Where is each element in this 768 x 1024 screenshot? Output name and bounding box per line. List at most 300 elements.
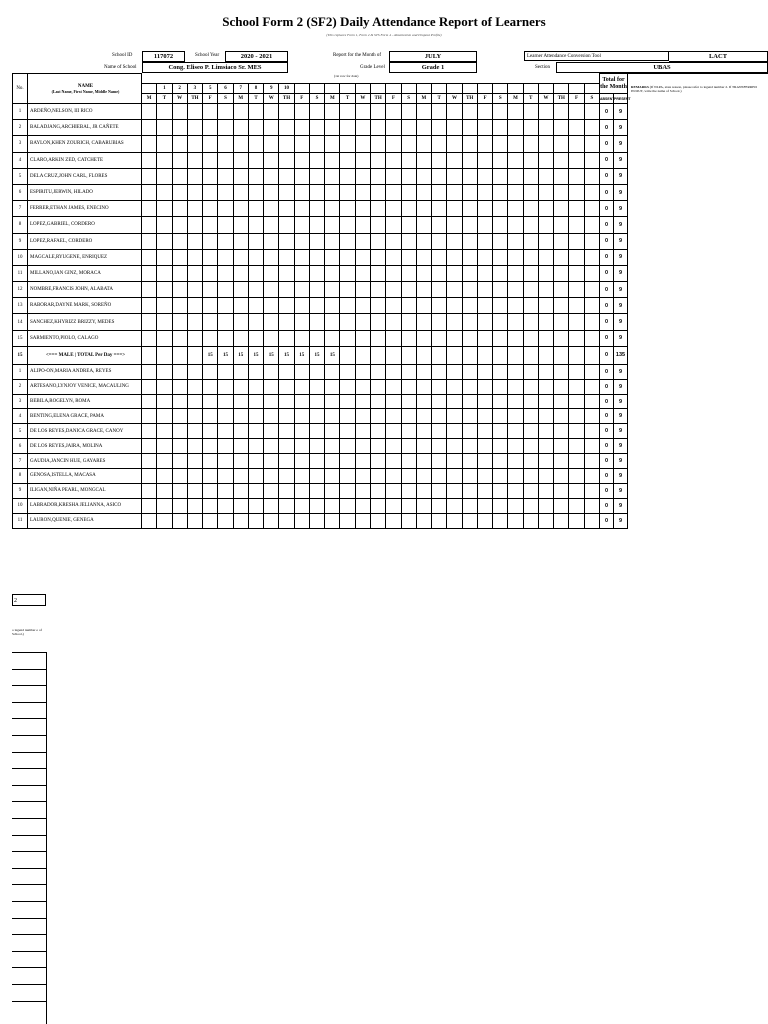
attendance-cell[interactable] (355, 394, 370, 409)
attendance-cell[interactable] (264, 439, 279, 454)
attendance-cell[interactable] (279, 201, 294, 217)
attendance-cell[interactable] (432, 233, 447, 249)
attendance-cell[interactable] (493, 409, 508, 424)
attendance-cell[interactable] (538, 201, 553, 217)
attendance-cell[interactable] (508, 469, 523, 484)
attendance-cell[interactable] (325, 249, 340, 265)
attendance-cell[interactable] (584, 498, 599, 513)
attendance-cell[interactable] (569, 364, 584, 379)
attendance-cell[interactable] (309, 233, 324, 249)
attendance-cell[interactable] (157, 104, 172, 120)
attendance-cell[interactable] (447, 152, 462, 168)
attendance-cell[interactable] (203, 439, 218, 454)
attendance-cell[interactable] (187, 217, 202, 233)
attendance-cell[interactable] (142, 282, 157, 298)
attendance-cell[interactable] (157, 469, 172, 484)
attendance-cell[interactable] (447, 364, 462, 379)
attendance-cell[interactable] (309, 184, 324, 200)
attendance-cell[interactable] (355, 379, 370, 394)
attendance-cell[interactable] (386, 201, 401, 217)
attendance-cell[interactable] (142, 298, 157, 314)
attendance-cell[interactable] (538, 184, 553, 200)
attendance-cell[interactable] (172, 184, 187, 200)
attendance-cell[interactable] (432, 394, 447, 409)
attendance-cell[interactable] (554, 454, 569, 469)
attendance-cell[interactable] (157, 483, 172, 498)
attendance-cell[interactable] (218, 498, 233, 513)
learner-name[interactable]: RABORAR,DAYNE MARK, SOREÑO (28, 298, 142, 314)
attendance-cell[interactable] (172, 498, 187, 513)
attendance-cell[interactable] (340, 249, 355, 265)
attendance-cell[interactable] (584, 379, 599, 394)
attendance-cell[interactable] (432, 314, 447, 330)
attendance-cell[interactable] (340, 136, 355, 152)
attendance-cell[interactable] (264, 314, 279, 330)
attendance-cell[interactable] (248, 249, 263, 265)
attendance-cell[interactable] (538, 282, 553, 298)
attendance-cell[interactable] (401, 439, 416, 454)
attendance-cell[interactable] (294, 298, 309, 314)
attendance-cell[interactable] (279, 233, 294, 249)
attendance-cell[interactable] (157, 424, 172, 439)
attendance-cell[interactable] (554, 439, 569, 454)
attendance-cell[interactable] (462, 314, 477, 330)
attendance-cell[interactable] (416, 298, 431, 314)
attendance-cell[interactable] (172, 136, 187, 152)
attendance-cell[interactable] (309, 282, 324, 298)
learner-name[interactable]: LOPEZ,GABRIEL, CORDERO (28, 217, 142, 233)
attendance-cell[interactable] (264, 394, 279, 409)
attendance-cell[interactable] (325, 136, 340, 152)
attendance-cell[interactable] (447, 282, 462, 298)
attendance-cell[interactable] (264, 469, 279, 484)
attendance-cell[interactable] (218, 152, 233, 168)
attendance-cell[interactable] (309, 265, 324, 281)
attendance-cell[interactable] (218, 364, 233, 379)
attendance-cell[interactable] (203, 483, 218, 498)
attendance-cell[interactable] (355, 483, 370, 498)
attendance-cell[interactable] (264, 104, 279, 120)
attendance-cell[interactable] (325, 469, 340, 484)
attendance-cell[interactable] (248, 136, 263, 152)
attendance-cell[interactable] (187, 364, 202, 379)
attendance-cell[interactable] (264, 330, 279, 346)
attendance-cell[interactable] (279, 394, 294, 409)
attendance-cell[interactable] (218, 233, 233, 249)
attendance-cell[interactable] (187, 184, 202, 200)
attendance-cell[interactable] (325, 364, 340, 379)
attendance-cell[interactable] (401, 265, 416, 281)
learner-name[interactable]: GENOSA,ISTELLA, MACASA (28, 469, 142, 484)
attendance-cell[interactable] (157, 265, 172, 281)
attendance-cell[interactable] (447, 104, 462, 120)
attendance-cell[interactable] (523, 120, 538, 136)
attendance-cell[interactable] (340, 201, 355, 217)
attendance-cell[interactable] (508, 201, 523, 217)
attendance-cell[interactable] (233, 120, 248, 136)
attendance-cell[interactable] (554, 394, 569, 409)
report-month-field[interactable]: JULY (389, 51, 477, 62)
attendance-cell[interactable] (294, 152, 309, 168)
attendance-cell[interactable] (370, 498, 385, 513)
attendance-cell[interactable] (203, 217, 218, 233)
attendance-cell[interactable] (248, 298, 263, 314)
attendance-cell[interactable] (233, 136, 248, 152)
attendance-cell[interactable] (187, 513, 202, 528)
attendance-cell[interactable] (386, 217, 401, 233)
attendance-cell[interactable] (493, 136, 508, 152)
attendance-cell[interactable] (142, 469, 157, 484)
attendance-cell[interactable] (157, 513, 172, 528)
attendance-cell[interactable] (538, 314, 553, 330)
attendance-cell[interactable] (325, 483, 340, 498)
attendance-cell[interactable] (340, 168, 355, 184)
attendance-cell[interactable] (477, 233, 492, 249)
learner-name[interactable]: BEBILA,ROGELYN, ROMA (28, 394, 142, 409)
attendance-cell[interactable] (386, 330, 401, 346)
attendance-cell[interactable] (264, 136, 279, 152)
attendance-cell[interactable] (142, 330, 157, 346)
attendance-cell[interactable] (508, 379, 523, 394)
attendance-cell[interactable] (340, 454, 355, 469)
attendance-cell[interactable] (294, 233, 309, 249)
attendance-cell[interactable] (325, 409, 340, 424)
attendance-cell[interactable] (477, 136, 492, 152)
attendance-cell[interactable] (340, 298, 355, 314)
attendance-cell[interactable] (355, 314, 370, 330)
attendance-cell[interactable] (248, 424, 263, 439)
attendance-cell[interactable] (370, 424, 385, 439)
attendance-cell[interactable] (493, 168, 508, 184)
attendance-cell[interactable] (203, 282, 218, 298)
attendance-cell[interactable] (432, 330, 447, 346)
attendance-cell[interactable] (157, 364, 172, 379)
attendance-cell[interactable] (187, 168, 202, 184)
attendance-cell[interactable] (477, 152, 492, 168)
attendance-cell[interactable] (187, 104, 202, 120)
attendance-cell[interactable] (279, 439, 294, 454)
attendance-cell[interactable] (538, 265, 553, 281)
attendance-cell[interactable] (554, 364, 569, 379)
attendance-cell[interactable] (538, 136, 553, 152)
attendance-cell[interactable] (218, 136, 233, 152)
attendance-cell[interactable] (447, 233, 462, 249)
attendance-cell[interactable] (508, 424, 523, 439)
attendance-cell[interactable] (370, 483, 385, 498)
attendance-cell[interactable] (355, 120, 370, 136)
attendance-cell[interactable] (386, 498, 401, 513)
attendance-cell[interactable] (340, 498, 355, 513)
attendance-cell[interactable] (462, 364, 477, 379)
attendance-cell[interactable] (157, 498, 172, 513)
attendance-cell[interactable] (554, 314, 569, 330)
attendance-cell[interactable] (187, 152, 202, 168)
attendance-cell[interactable] (218, 201, 233, 217)
attendance-cell[interactable] (355, 513, 370, 528)
learner-name[interactable]: MAGCALE,RYUGENE, ENRIQUEZ (28, 249, 142, 265)
attendance-cell[interactable] (584, 265, 599, 281)
attendance-cell[interactable] (538, 424, 553, 439)
attendance-cell[interactable] (142, 379, 157, 394)
attendance-cell[interactable] (508, 136, 523, 152)
attendance-cell[interactable] (386, 282, 401, 298)
attendance-cell[interactable] (248, 217, 263, 233)
attendance-cell[interactable] (477, 498, 492, 513)
learner-name[interactable]: MILLANO,IAN GINZ, MORACA (28, 265, 142, 281)
attendance-cell[interactable] (218, 469, 233, 484)
attendance-cell[interactable] (477, 298, 492, 314)
attendance-cell[interactable] (584, 409, 599, 424)
attendance-cell[interactable] (477, 330, 492, 346)
attendance-cell[interactable] (233, 233, 248, 249)
attendance-cell[interactable] (401, 120, 416, 136)
attendance-cell[interactable] (294, 439, 309, 454)
attendance-cell[interactable] (462, 483, 477, 498)
attendance-cell[interactable] (142, 314, 157, 330)
attendance-cell[interactable] (554, 498, 569, 513)
attendance-cell[interactable] (233, 298, 248, 314)
attendance-cell[interactable] (386, 265, 401, 281)
attendance-cell[interactable] (248, 314, 263, 330)
attendance-cell[interactable] (569, 217, 584, 233)
attendance-cell[interactable] (248, 282, 263, 298)
attendance-cell[interactable] (142, 184, 157, 200)
attendance-cell[interactable] (432, 454, 447, 469)
attendance-cell[interactable] (554, 136, 569, 152)
attendance-cell[interactable] (187, 409, 202, 424)
attendance-cell[interactable] (157, 184, 172, 200)
attendance-cell[interactable] (248, 233, 263, 249)
attendance-cell[interactable] (172, 233, 187, 249)
attendance-cell[interactable] (416, 152, 431, 168)
attendance-cell[interactable] (370, 469, 385, 484)
attendance-cell[interactable] (203, 104, 218, 120)
attendance-cell[interactable] (462, 409, 477, 424)
attendance-cell[interactable] (523, 330, 538, 346)
attendance-cell[interactable] (370, 265, 385, 281)
attendance-cell[interactable] (248, 330, 263, 346)
attendance-cell[interactable] (554, 409, 569, 424)
attendance-cell[interactable] (325, 265, 340, 281)
attendance-cell[interactable] (248, 409, 263, 424)
attendance-cell[interactable] (370, 298, 385, 314)
attendance-cell[interactable] (309, 217, 324, 233)
attendance-cell[interactable] (142, 120, 157, 136)
attendance-cell[interactable] (355, 498, 370, 513)
attendance-cell[interactable] (233, 282, 248, 298)
attendance-cell[interactable] (187, 314, 202, 330)
attendance-cell[interactable] (493, 233, 508, 249)
attendance-cell[interactable] (477, 513, 492, 528)
attendance-cell[interactable] (172, 330, 187, 346)
attendance-cell[interactable] (477, 282, 492, 298)
attendance-cell[interactable] (477, 104, 492, 120)
attendance-cell[interactable] (172, 454, 187, 469)
learner-name[interactable]: DELA CRUZ,JOHN CARL, FLORES (28, 168, 142, 184)
attendance-cell[interactable] (554, 104, 569, 120)
attendance-cell[interactable] (187, 469, 202, 484)
attendance-cell[interactable] (462, 330, 477, 346)
attendance-cell[interactable] (569, 136, 584, 152)
attendance-cell[interactable] (325, 513, 340, 528)
attendance-cell[interactable] (218, 168, 233, 184)
attendance-cell[interactable] (203, 233, 218, 249)
attendance-cell[interactable] (264, 513, 279, 528)
attendance-cell[interactable] (493, 330, 508, 346)
attendance-cell[interactable] (142, 152, 157, 168)
attendance-cell[interactable] (538, 152, 553, 168)
attendance-cell[interactable] (493, 249, 508, 265)
attendance-cell[interactable] (309, 379, 324, 394)
attendance-cell[interactable] (508, 298, 523, 314)
attendance-cell[interactable] (264, 152, 279, 168)
attendance-cell[interactable] (157, 152, 172, 168)
attendance-cell[interactable] (142, 483, 157, 498)
attendance-cell[interactable] (248, 364, 263, 379)
attendance-cell[interactable] (416, 330, 431, 346)
attendance-cell[interactable] (294, 483, 309, 498)
attendance-cell[interactable] (172, 364, 187, 379)
attendance-cell[interactable] (416, 217, 431, 233)
attendance-cell[interactable] (309, 168, 324, 184)
attendance-cell[interactable] (508, 184, 523, 200)
attendance-cell[interactable] (203, 249, 218, 265)
attendance-cell[interactable] (569, 233, 584, 249)
attendance-cell[interactable] (142, 168, 157, 184)
attendance-cell[interactable] (157, 330, 172, 346)
attendance-cell[interactable] (370, 136, 385, 152)
attendance-cell[interactable] (493, 364, 508, 379)
attendance-cell[interactable] (325, 330, 340, 346)
attendance-cell[interactable] (386, 104, 401, 120)
attendance-cell[interactable] (401, 409, 416, 424)
attendance-cell[interactable] (355, 424, 370, 439)
attendance-cell[interactable] (355, 282, 370, 298)
attendance-cell[interactable] (538, 394, 553, 409)
attendance-cell[interactable] (203, 265, 218, 281)
attendance-cell[interactable] (340, 120, 355, 136)
attendance-cell[interactable] (264, 424, 279, 439)
attendance-cell[interactable] (309, 201, 324, 217)
attendance-cell[interactable] (554, 379, 569, 394)
attendance-cell[interactable] (279, 364, 294, 379)
attendance-cell[interactable] (447, 201, 462, 217)
attendance-cell[interactable] (294, 364, 309, 379)
attendance-cell[interactable] (142, 136, 157, 152)
attendance-cell[interactable] (248, 168, 263, 184)
attendance-cell[interactable] (355, 330, 370, 346)
attendance-cell[interactable] (432, 168, 447, 184)
attendance-cell[interactable] (447, 469, 462, 484)
learner-name[interactable]: ALIPO-ON,MARIA ANDREA, REYES (28, 364, 142, 379)
attendance-cell[interactable] (340, 439, 355, 454)
attendance-cell[interactable] (432, 136, 447, 152)
school-year-field[interactable]: 2020 - 2021 (225, 51, 288, 62)
attendance-cell[interactable] (554, 330, 569, 346)
attendance-cell[interactable] (187, 379, 202, 394)
attendance-cell[interactable] (508, 483, 523, 498)
attendance-cell[interactable] (493, 152, 508, 168)
attendance-cell[interactable] (157, 314, 172, 330)
attendance-cell[interactable] (477, 265, 492, 281)
attendance-cell[interactable] (554, 201, 569, 217)
attendance-cell[interactable] (477, 120, 492, 136)
attendance-cell[interactable] (355, 152, 370, 168)
attendance-cell[interactable] (172, 424, 187, 439)
attendance-cell[interactable] (309, 513, 324, 528)
attendance-cell[interactable] (309, 314, 324, 330)
attendance-cell[interactable] (508, 249, 523, 265)
attendance-cell[interactable] (264, 379, 279, 394)
attendance-cell[interactable] (187, 265, 202, 281)
attendance-cell[interactable] (569, 168, 584, 184)
attendance-cell[interactable] (584, 168, 599, 184)
attendance-cell[interactable] (432, 265, 447, 281)
learner-name[interactable]: SARMIENTO,PIOLO, CALAGO (28, 330, 142, 346)
attendance-cell[interactable] (294, 513, 309, 528)
attendance-cell[interactable] (523, 282, 538, 298)
attendance-cell[interactable] (386, 409, 401, 424)
attendance-cell[interactable] (447, 424, 462, 439)
attendance-cell[interactable] (554, 168, 569, 184)
attendance-cell[interactable] (584, 483, 599, 498)
attendance-cell[interactable] (584, 152, 599, 168)
attendance-cell[interactable] (477, 168, 492, 184)
attendance-cell[interactable] (462, 184, 477, 200)
attendance-cell[interactable] (523, 265, 538, 281)
attendance-cell[interactable] (340, 282, 355, 298)
attendance-cell[interactable] (279, 104, 294, 120)
attendance-cell[interactable] (279, 298, 294, 314)
attendance-cell[interactable] (325, 498, 340, 513)
attendance-cell[interactable] (325, 314, 340, 330)
attendance-cell[interactable] (233, 330, 248, 346)
attendance-cell[interactable] (294, 168, 309, 184)
attendance-cell[interactable] (569, 379, 584, 394)
attendance-cell[interactable] (187, 282, 202, 298)
attendance-cell[interactable] (401, 498, 416, 513)
attendance-cell[interactable] (554, 249, 569, 265)
attendance-cell[interactable] (355, 136, 370, 152)
attendance-cell[interactable] (340, 314, 355, 330)
attendance-cell[interactable] (172, 104, 187, 120)
attendance-cell[interactable] (370, 184, 385, 200)
attendance-cell[interactable] (325, 379, 340, 394)
attendance-cell[interactable] (355, 249, 370, 265)
attendance-cell[interactable] (523, 424, 538, 439)
attendance-cell[interactable] (386, 136, 401, 152)
attendance-cell[interactable] (142, 217, 157, 233)
attendance-cell[interactable] (370, 120, 385, 136)
attendance-cell[interactable] (416, 136, 431, 152)
attendance-cell[interactable] (370, 439, 385, 454)
attendance-cell[interactable] (493, 282, 508, 298)
attendance-cell[interactable] (157, 217, 172, 233)
attendance-cell[interactable] (416, 379, 431, 394)
attendance-cell[interactable] (248, 104, 263, 120)
attendance-cell[interactable] (172, 152, 187, 168)
attendance-cell[interactable] (584, 364, 599, 379)
attendance-cell[interactable] (370, 394, 385, 409)
attendance-cell[interactable] (264, 409, 279, 424)
attendance-cell[interactable] (233, 424, 248, 439)
attendance-cell[interactable] (416, 409, 431, 424)
attendance-cell[interactable] (538, 379, 553, 394)
attendance-cell[interactable] (355, 217, 370, 233)
attendance-cell[interactable] (523, 379, 538, 394)
attendance-cell[interactable] (523, 439, 538, 454)
attendance-cell[interactable] (340, 483, 355, 498)
